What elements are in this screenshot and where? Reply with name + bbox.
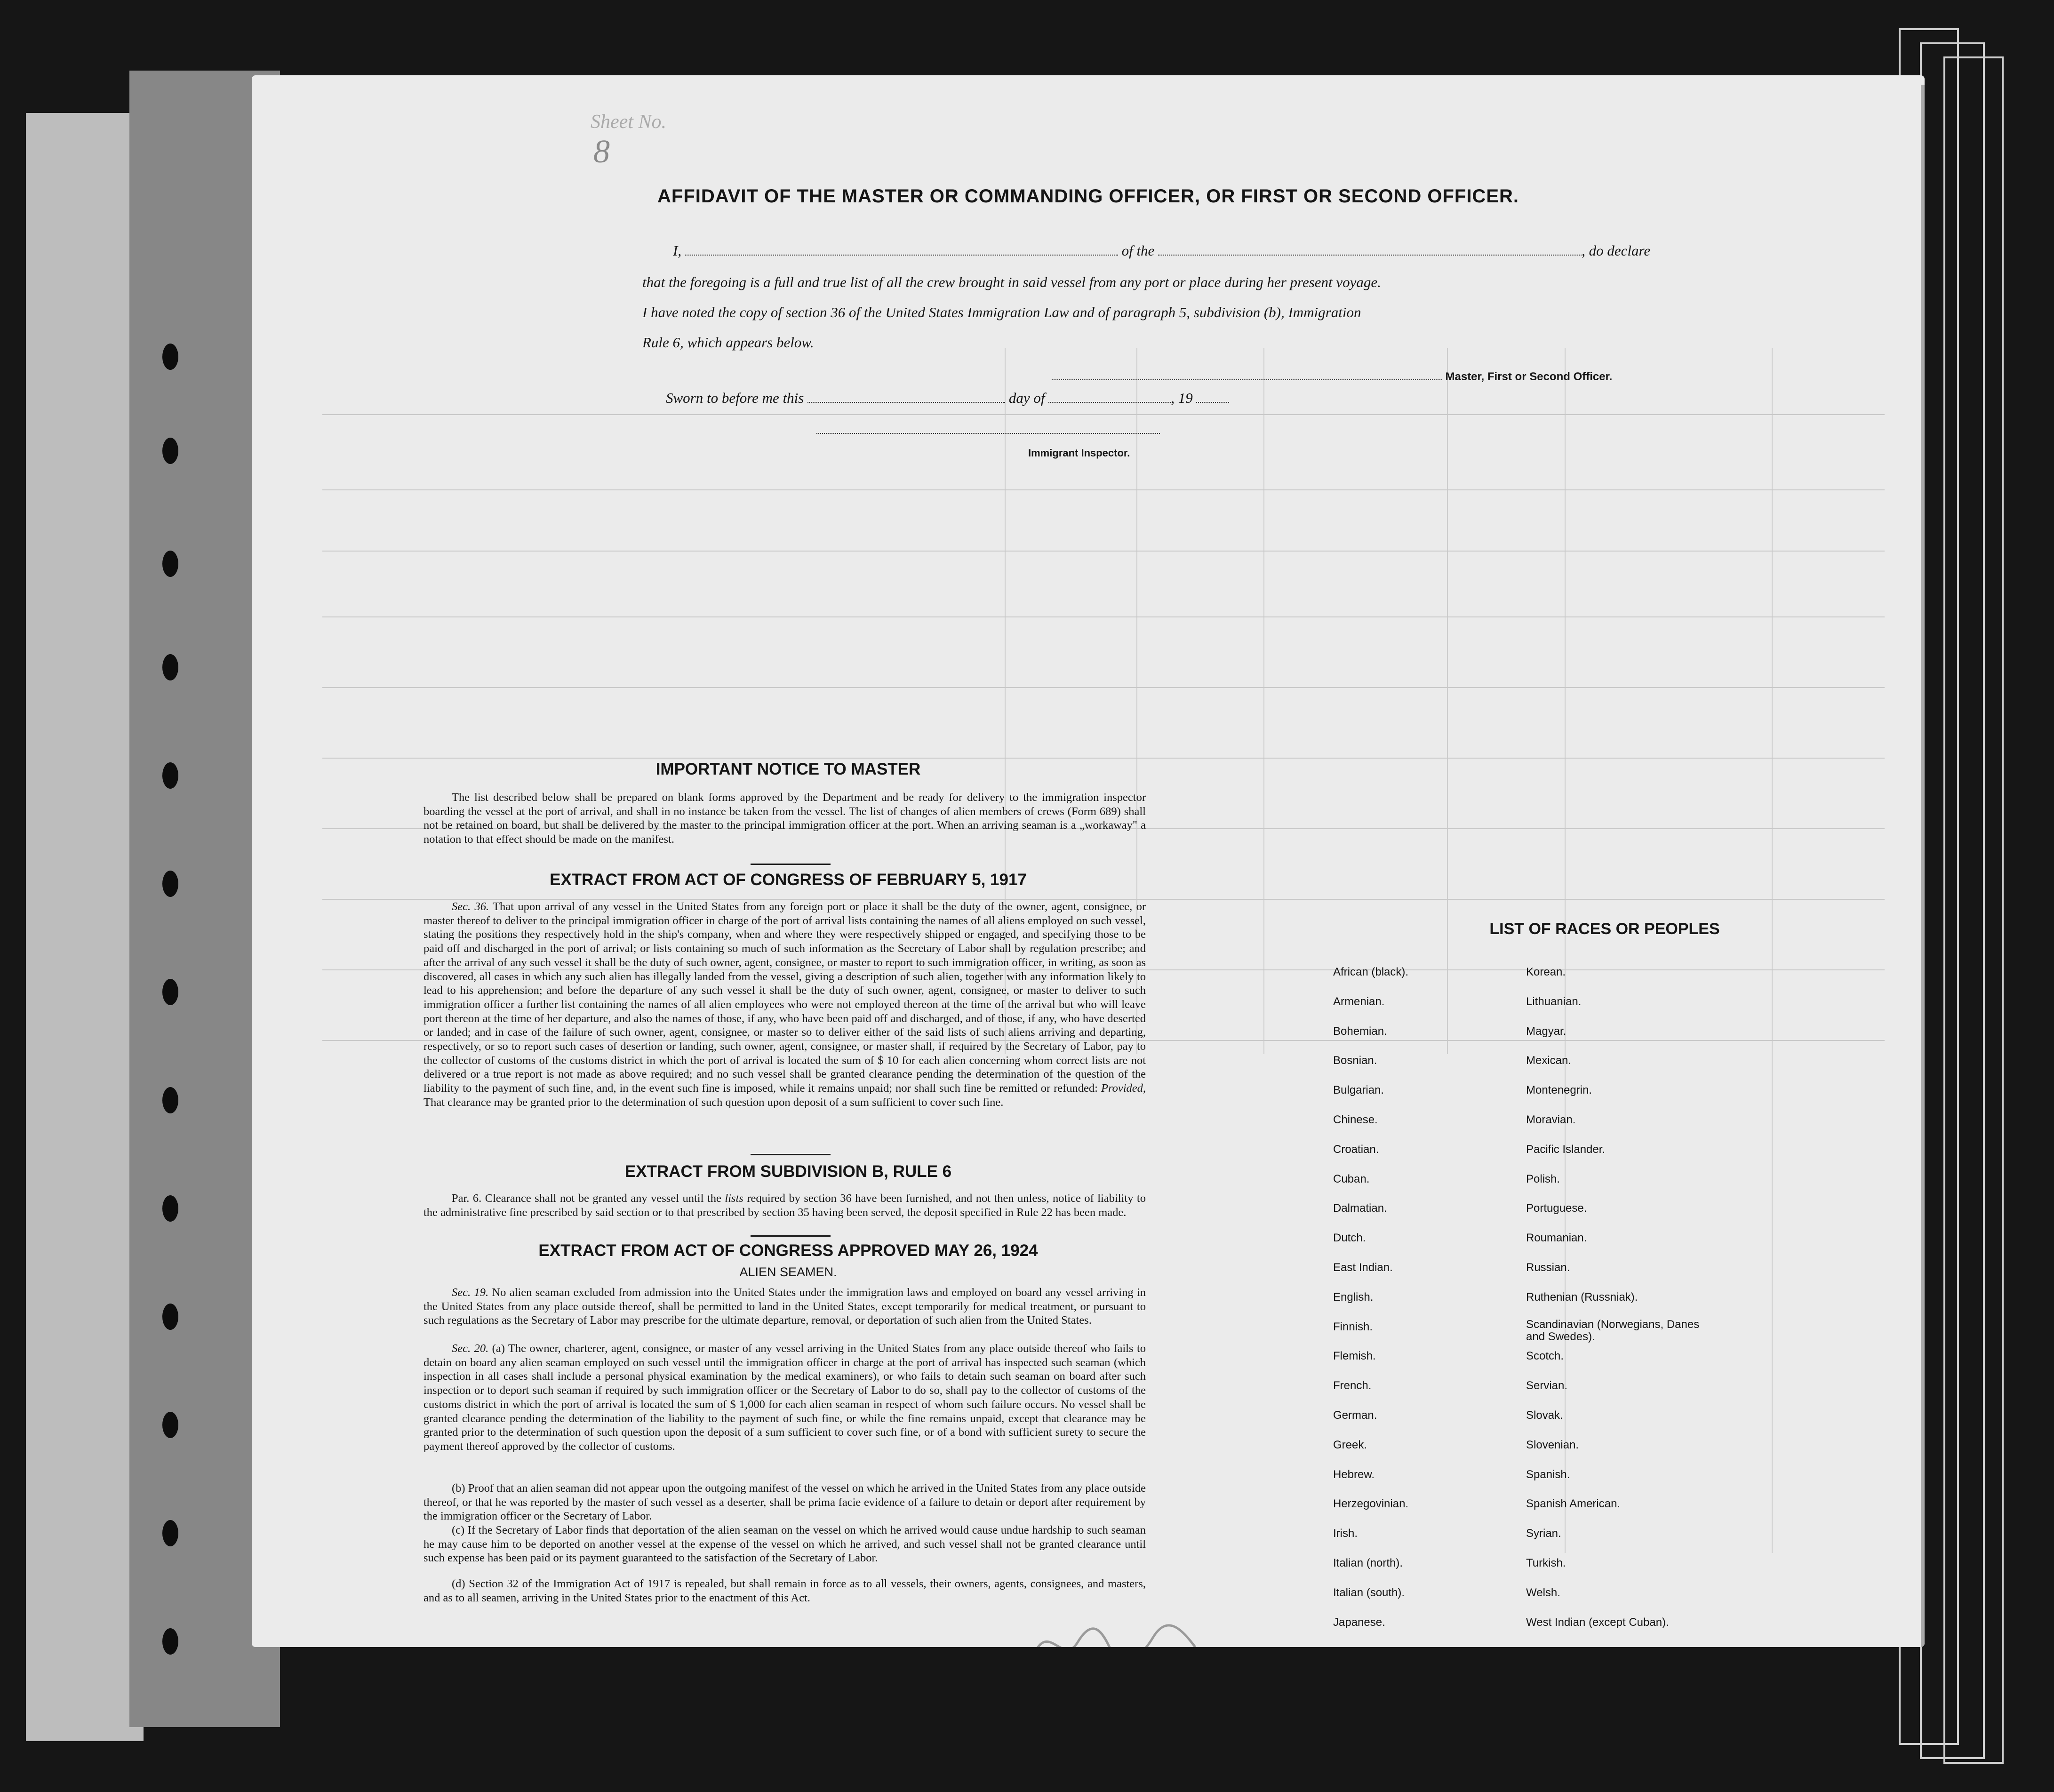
sheet-number-value: 8 bbox=[593, 134, 610, 170]
master-signature-line bbox=[1052, 369, 1612, 384]
ghost-column-rule bbox=[1565, 348, 1566, 1553]
race-item: French. bbox=[1333, 1379, 1372, 1392]
sworn-day-of: day of bbox=[1008, 390, 1045, 406]
extract-rule6-text: Par. 6. Clearance shall not be granted any vessel until the bbox=[452, 1192, 721, 1205]
extract-1917-sec-label: Sec. 36. bbox=[452, 900, 489, 913]
affidavit-do-declare: , do declare bbox=[1582, 242, 1651, 259]
ghost-row-rule bbox=[322, 687, 1885, 688]
section-divider bbox=[751, 864, 831, 865]
extract-1924-sec19-text: No alien seaman excluded from admission into the United States under the immigration laws and employed on board any vessel arriving in the United States from any place outside thereof, shall be permitted to land in the United States, except temporarily for medical treatment, or pursuant to such regulations as the Secretary of Labor may prescribe for the ultimate departure, removal, or deportation of such alien from the United States. bbox=[424, 1286, 1146, 1327]
race-item: Spanish. bbox=[1526, 1468, 1570, 1481]
master-signature-blank[interactable] bbox=[1052, 379, 1442, 380]
sworn-line bbox=[666, 390, 1229, 407]
extract-1917-title: EXTRACT FROM ACT OF CONGRESS OF FEBRUARY 5, 1917 bbox=[550, 871, 1027, 889]
race-item: Greek. bbox=[1333, 1438, 1367, 1451]
important-notice-body: The list described below shall be prepared on blank forms approved by the Department and be ready for delivery to the immigration inspector boarding the vessel at the port of arrival, and shall in no instance be taken from the vessel. The list of changes of alien members of crews (Form 689) shall not be retained on board, but shall be delivered by the master to the principal immigration officer at the port. When an arriving seaman is a „workaway" a notation to that effect should be made on the manifest. bbox=[424, 791, 1146, 846]
binder-hole bbox=[162, 1628, 178, 1655]
race-item: Dalmatian. bbox=[1333, 1202, 1387, 1215]
sworn-label: Sworn to before me this bbox=[666, 390, 804, 406]
race-item: Chinese. bbox=[1333, 1113, 1378, 1126]
extract-rule6-text-end: required by section 36 have been furnished, and not then unless, notice of liability to the administrative fine prescribed by said section or to that prescribed by section 35 having been served, the deposit specified in Rule 22 has been made. bbox=[424, 1192, 1146, 1219]
race-item: Flemish. bbox=[1333, 1350, 1376, 1363]
sworn-year-prefix: , 19 bbox=[1171, 390, 1193, 406]
extract-1924-sec20a bbox=[424, 1342, 1146, 1454]
race-item: Mexican. bbox=[1526, 1054, 1572, 1067]
extract-rule6-lists: lists bbox=[725, 1192, 743, 1205]
extract-1924-sec19-label: Sec. 19. bbox=[452, 1286, 489, 1299]
race-item: Welsh. bbox=[1526, 1586, 1560, 1599]
declarant-name-blank[interactable] bbox=[685, 255, 1118, 256]
race-item: Magyar. bbox=[1526, 1024, 1566, 1038]
ghost-row-rule bbox=[322, 489, 1885, 490]
binder-hole bbox=[162, 1520, 178, 1546]
affidavit-title: AFFIDAVIT OF THE MASTER OR COMMANDING OFFICER, OR FIRST OR SECOND OFFICER. bbox=[657, 186, 1519, 207]
extract-rule6-title: EXTRACT FROM SUBDIVISION B, RULE 6 bbox=[624, 1162, 952, 1181]
affidavit-of-the: of the bbox=[1121, 242, 1155, 259]
race-item: Montenegrin. bbox=[1526, 1084, 1592, 1097]
sheet-edge-shadow bbox=[1921, 85, 1925, 1647]
binder-hole bbox=[162, 1304, 178, 1330]
ghost-column-rule bbox=[1263, 348, 1264, 1054]
race-item: Polish. bbox=[1526, 1172, 1560, 1185]
affidavit-line-1 bbox=[673, 242, 1650, 259]
race-item: African (black). bbox=[1333, 966, 1409, 978]
extract-1924-sec20c: (c) If the Secretary of Labor finds that deportation of the alien seaman on the vessel on which he arrived would cause undue hardship to such seaman he may cause him to be deported on another vessel at the expense of the vessel on which he arrived, and such vessel shall not be granted clearance until such expense has been paid or its payment guaranteed to the satisfaction of the Secretary of Labor. bbox=[424, 1524, 1146, 1565]
race-item: West Indian (except Cuban). bbox=[1526, 1616, 1669, 1629]
ghost-column-rule bbox=[1772, 348, 1773, 1553]
race-item: Moravian. bbox=[1526, 1113, 1576, 1126]
extract-1917-provided: Provided, bbox=[1101, 1082, 1146, 1095]
race-item: Scandinavian (Norwegians, Danes and Swedes). bbox=[1526, 1318, 1700, 1343]
section-divider bbox=[751, 1235, 831, 1237]
binder-hole bbox=[162, 438, 178, 464]
race-item: Turkish. bbox=[1526, 1557, 1566, 1569]
binder-hole bbox=[162, 1412, 178, 1438]
race-item: Finnish. bbox=[1333, 1320, 1373, 1333]
race-item: Bohemian. bbox=[1333, 1024, 1387, 1038]
ghost-row-rule bbox=[322, 616, 1885, 617]
extract-1924-subtitle: ALIEN SEAMEN. bbox=[739, 1265, 837, 1279]
race-item: Armenian. bbox=[1333, 995, 1385, 1008]
race-item: Japanese. bbox=[1333, 1616, 1385, 1629]
extract-1924-sec20b: (b) Proof that an alien seaman did not appear upon the outgoing manifest of the vessel on which he arrived in the United States from any place outside thereof, or that he was reported by the master of such vessel as a deserter, shall be prima facie evidence of a failure to detain or deport after requirement by the immigration officer or the Secretary of Labor. bbox=[424, 1482, 1146, 1523]
race-item: Croatian. bbox=[1333, 1143, 1379, 1156]
affidavit-line-3: I have noted the copy of section 36 of the United States Immigration Law and of paragraph 5, subdivision (b), Immigration bbox=[642, 304, 1361, 320]
sworn-year-blank[interactable] bbox=[1196, 402, 1229, 403]
race-item: Slovak. bbox=[1526, 1409, 1563, 1422]
race-item: German. bbox=[1333, 1409, 1377, 1422]
sheet-number bbox=[591, 111, 680, 171]
ghost-row-rule bbox=[322, 551, 1885, 552]
race-item: Syrian. bbox=[1526, 1527, 1561, 1540]
underlying-sheet-edge bbox=[1943, 56, 2004, 1764]
binder-hole bbox=[162, 654, 178, 680]
ghost-row-rule bbox=[322, 758, 1885, 759]
binder-hole bbox=[162, 871, 178, 897]
ghost-column-rule bbox=[1447, 348, 1448, 1054]
binder-hole bbox=[162, 344, 178, 370]
race-item: Cuban. bbox=[1333, 1172, 1370, 1185]
extract-1924-sec20d: (d) Section 32 of the Immigration Act of 1917 is repealed, but shall remain in force as to all vessels, their owners, agents, consignees, and masters, and as to all seamen, arriving in the United States prior to the enactment of this Act. bbox=[424, 1577, 1146, 1604]
extract-1924-sec20-label: Sec. 20. bbox=[452, 1342, 489, 1355]
extract-1924-sec19 bbox=[424, 1286, 1146, 1328]
sheet-number-label: Sheet No. bbox=[591, 111, 666, 133]
race-item: Russian. bbox=[1526, 1261, 1570, 1274]
affidavit-i-label: I, bbox=[673, 242, 682, 259]
race-item: Italian (south). bbox=[1333, 1586, 1405, 1599]
binder-hole bbox=[162, 1087, 178, 1113]
important-notice-title: IMPORTANT NOTICE TO MASTER bbox=[655, 760, 921, 778]
extract-1924-sec20a-text: (a) The owner, charterer, agent, consignee, or master of any vessel arriving in the United States from any place outside thereof who fails to detain on board any alien seaman employed on such vessel until the immigration officer in charge at the port of arrival has inspected such seaman (which inspection in all cases shall include a personal physical examination by the medical examiners), or who fails to detain such seaman on board after such inspection or to deport such seaman if required by such immigration officer or the Secretary of Labor to do so, shall pay to the collector of customs of the customs district in which the port of arrival is located the sum of $ 1,000 for each alien seaman in respect of whom such failure occurs. No vessel shall be granted clearance pending the determination of the liability to the payment of such fine, or while the fine remains unpaid, except that clearance may be granted prior to the determination of such question upon the deposit of a sum sufficient to cover such fine, or of a bond with sufficient surety to secure the payment thereof approved by the collector of customs. bbox=[424, 1342, 1146, 1453]
races-title: LIST OF RACES OR PEOPLES bbox=[1489, 920, 1720, 938]
race-item: Irish. bbox=[1333, 1527, 1358, 1540]
binder-hole bbox=[162, 762, 178, 789]
sworn-month-blank[interactable] bbox=[1048, 402, 1171, 403]
affidavit-line-2: that the foregoing is a full and true list of all the crew brought in said vessel from any port or place during her present voyage. bbox=[642, 274, 1381, 290]
race-item: Italian (north). bbox=[1333, 1557, 1403, 1569]
binder-hole bbox=[162, 551, 178, 577]
race-item: Scotch. bbox=[1526, 1350, 1564, 1363]
extract-rule6-body bbox=[424, 1192, 1146, 1219]
race-item: Dutch. bbox=[1333, 1232, 1366, 1245]
race-item: Ruthenian (Russniak). bbox=[1526, 1290, 1638, 1304]
binder-hole bbox=[162, 1195, 178, 1222]
inspector-signature-line[interactable] bbox=[816, 433, 1160, 434]
extract-1917-text: That upon arrival of any vessel in the United States from any foreign port or place it shall be the duty of the owner, agent, consignee, or master thereof to deliver to the principal immigration officer in charge of the port of arrival lists containing the names of all aliens employed on such vessel, stating the positions they respectively hold in the ship's company, when and where they were respectively shipped or engaged, and specifying those to be paid off and discharged in the port of arrival; or lists containing so much of such information as the Secretary of Labor shall by regulation prescribe; and after the arrival of any such vessel it shall be the duty of such owner, agent, consignee, or master to report to such immigration officer, in writing, as soon as discovered, all cases in which any such alien has illegally landed from the vessel, giving a description of such alien, together with any information likely to lead to his apprehension; and before the departure of any such vessel it shall be the duty of such owner, agent, consignee, or master to deliver to such immigration officer a further list containing the names of all alien employees who were not employed thereon at the time of the arrival but who will leave port thereon at the time of her departure, and also the names of those, if any, who have been paid off and discharged, and of those, if any, who have deserted or landed; and in case of the failure of such owner, agent, consignee, or master so to deliver either of the said lists of such aliens arriving and departing, respectively, or so to report such cases of desertion or landing, such owner, agent, consignee, or master shall, if required by the Secretary of Labor, pay to the collector of customs of the customs district in which the port of arrival is located the sum of $ 10 for each alien concerning whom correct lists are not delivered or a true report is not made as above required; and no such vessel shall be granted clearance pending the determination of the question of the liability to the payment of such fine, and, in the event such fine is imposed, while it remains unpaid; nor shall such fine be remitted or refunded: bbox=[424, 900, 1146, 1095]
binder-hole bbox=[162, 979, 178, 1005]
affidavit-line-4: Rule 6, which appears below. bbox=[642, 334, 814, 351]
manifest-sheet bbox=[252, 75, 1925, 1647]
sworn-day-blank[interactable] bbox=[807, 402, 1005, 403]
race-item: Roumanian. bbox=[1526, 1232, 1587, 1245]
race-item: English. bbox=[1333, 1290, 1374, 1304]
vessel-name-blank[interactable] bbox=[1158, 255, 1582, 256]
race-item: Hebrew. bbox=[1333, 1468, 1375, 1481]
race-item: Bulgarian. bbox=[1333, 1084, 1384, 1097]
race-item: East Indian. bbox=[1333, 1261, 1393, 1274]
race-item: Spanish American. bbox=[1526, 1497, 1621, 1511]
inspector-label: Immigrant Inspector. bbox=[1028, 447, 1130, 459]
extract-1924-title: EXTRACT FROM ACT OF CONGRESS APPROVED MAY 26, 1924 bbox=[538, 1241, 1038, 1260]
handwritten-signature bbox=[1031, 1614, 1200, 1647]
extract-1917-text-end: That clearance may be granted prior to the determination of such question upon deposit of a sum sufficient to cover such fine. bbox=[424, 1096, 1004, 1109]
race-item: Pacific Islander. bbox=[1526, 1143, 1606, 1156]
race-item: Herzegovinian. bbox=[1333, 1497, 1409, 1511]
race-item: Slovenian. bbox=[1526, 1438, 1579, 1451]
race-item: Portuguese. bbox=[1526, 1202, 1587, 1215]
race-item: Korean. bbox=[1526, 966, 1566, 978]
ghost-row-rule bbox=[322, 414, 1885, 415]
race-item: Lithuanian. bbox=[1526, 995, 1582, 1008]
master-label: Master, First or Second Officer. bbox=[1445, 370, 1613, 383]
race-item: Servian. bbox=[1526, 1379, 1568, 1392]
section-divider bbox=[751, 1154, 831, 1155]
race-item: Bosnian. bbox=[1333, 1054, 1377, 1067]
adjacent-page-strip bbox=[26, 113, 144, 1741]
extract-1917-body bbox=[424, 900, 1146, 1110]
